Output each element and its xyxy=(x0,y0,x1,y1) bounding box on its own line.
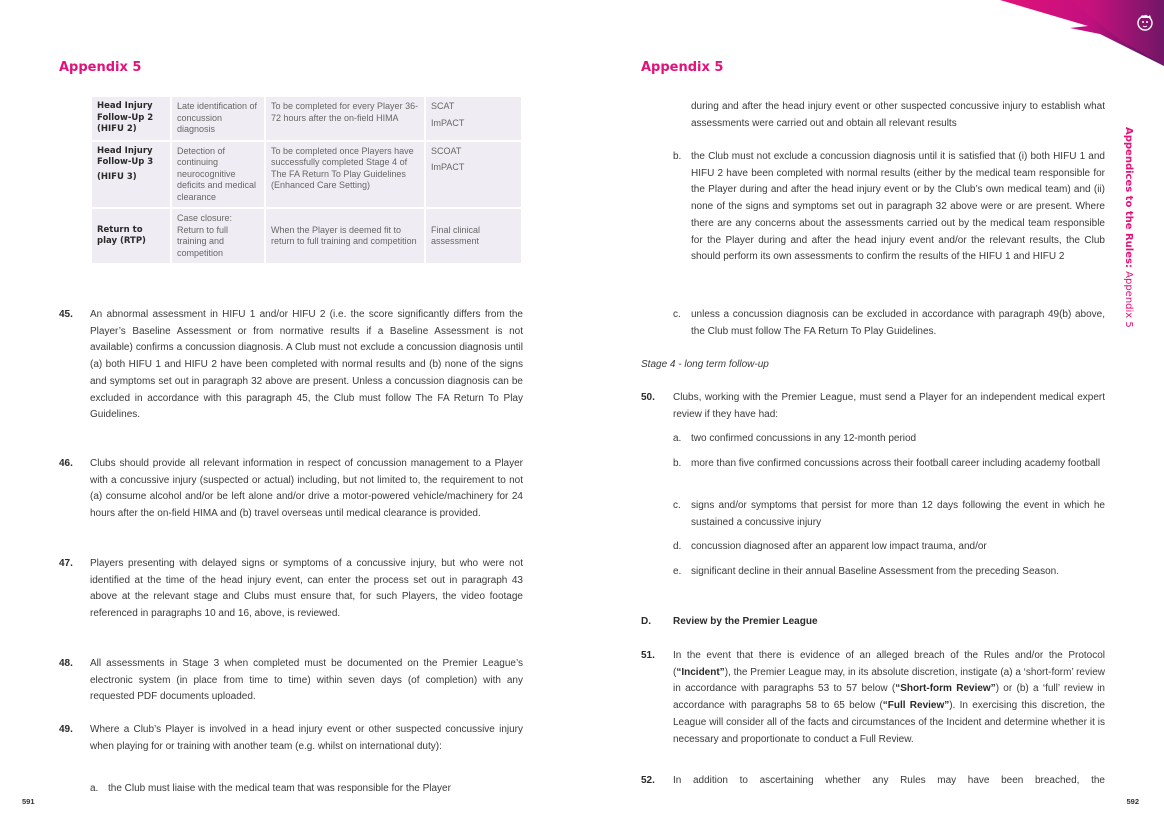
table-cell-stage: Head Injury Follow-Up 2 (HIFU 2) xyxy=(91,96,171,141)
item-letter: b. xyxy=(673,151,682,162)
page-number: 592 xyxy=(1126,797,1139,806)
hifu-table xyxy=(90,95,523,265)
table-row xyxy=(91,141,522,209)
paragraph-49-a-continued: during and after the head injury event or other suspected concussive injury to establish what assessments were carried out and obtain all relevant results xyxy=(691,101,1105,129)
paragraph-number: 48. xyxy=(59,658,73,669)
paragraph-number: 52. xyxy=(641,775,655,786)
table-cell-timing: To be completed for every Player 36-72 hours after the on-field HIMA xyxy=(265,96,425,141)
paragraph-51: In the event that there is evidence of an alleged breach of the Rules and/or the Protocol (“Incident”), the Premier League may, in its absolute discretion, instigate (a) a ‘short-form’ review in accordance with paragraphs 53 to 57 below (“Short-form Review”) or (b) a ‘full’ review in accordance with paragraphs 58 to 65 below (“Full Review”). In exercising this discretion, the League will consider all of the facts and circumstances of the Incident and determine whether it is necessary and proportionate to conduct a Full Review. xyxy=(673,650,1105,745)
paragraph-49-b: the Club must not exclude a concussion diagnosis until it is satisfied that (i) both HIFU 1 and HIFU 2 have been completed with normal results (either by the medical team responsible for the Player during and after the head injury event or by the Club’s own medical team) and (ii) none of the signs and symptoms set out in paragraph 32 above were or are present. Where there are any concerns about the assessments carried out by the medical team responsible for the Player during and after the head injury event and/or the relevant results, the Club should perform its own assessments to confirm the results of the HIFU 1 and HIFU 2 xyxy=(691,151,1105,263)
paragraph-number: 49. xyxy=(59,724,73,735)
paragraph-46: Clubs should provide all relevant information in respect of concussion management to a Player with a concussive injury (suspected or actual) including, but not limited to, the requirement to not (a) consume alcohol and/or be left alone and/or drive a motor-powered vehicle/machinery for 24 hours after the on-field HIMA and (b) travel overseas until medical clearance is provided. xyxy=(90,458,523,520)
page-number: 591 xyxy=(22,797,35,806)
paragraph-50-d: concussion diagnosed after an apparent low impact trauma, and/or xyxy=(691,541,987,552)
paragraph-50-a: two confirmed concussions in any 12-month period xyxy=(691,433,917,444)
paragraph-49: Where a Club’s Player is involved in a head injury event or other suspected concussive injury when playing for or training with another team (e.g. whilst on international duty): xyxy=(90,724,523,752)
table-cell-tools: SCAT ImPACT xyxy=(425,96,522,141)
right-page xyxy=(582,0,1164,825)
table-cell-purpose: Late identification of concussion diagnosis xyxy=(171,96,265,141)
paragraph-50-c: signs and/or symptoms that persist for more than 12 days following the event in which he sustained a concussive injury xyxy=(691,500,1105,528)
side-tab: Appendices to the Rules: Appendix 5 xyxy=(1123,127,1134,328)
item-letter: e. xyxy=(673,566,682,577)
table-cell-tools: SCOAT ImPACT xyxy=(425,141,522,209)
corner-brand-graphic xyxy=(1000,0,1164,66)
page-heading: Appendix 5 xyxy=(59,60,142,75)
item-letter: a. xyxy=(673,433,682,444)
paragraph-50-e: significant decline in their annual Baseline Assessment from the preceding Season. xyxy=(691,566,1059,577)
paragraph-47: Players presenting with delayed signs or symptoms of a concussive injury, but who were not identified at the time of the head injury event, can enter the process set out in paragraph 43 above at the relevant stage and Clubs must ensure that, for such Players, the video footage referenced in paragraphs 10 and 16, above, is reviewed. xyxy=(90,558,523,620)
paragraph-49-a: the Club must liaise with the medical team that was responsible for the Player xyxy=(108,783,451,794)
paragraph-49-c: unless a concussion diagnosis can be excluded in accordance with paragraph 49(b) above, the Club must follow The FA Return To Play Guidelines. xyxy=(691,309,1105,337)
page-heading: Appendix 5 xyxy=(641,60,724,75)
paragraph-50-b: more than five confirmed concussions across their football career including academy football xyxy=(691,458,1101,469)
item-letter: c. xyxy=(673,309,681,320)
paragraph-number: 46. xyxy=(59,458,73,469)
table-cell-purpose: Detection of continuing neurocognitive deficits and medical clearance xyxy=(171,141,265,209)
paragraph-52: In addition to ascertaining whether any Rules may have been breached, the xyxy=(673,775,1105,786)
paragraph-45: An abnormal assessment in HIFU 1 and/or HIFU 2 (i.e. the score significantly differs from the Player’s Baseline Assessment or from normative results if a Baseline Assessment is not available) confirms a concussion diagnosis. A Club must not exclude a concussion diagnosis until (a) both HIFU 1 and HIFU 2 have been completed with normal results and (b) none of the signs and symptoms set out in paragraph 32 above are present. Unless a concussion diagnosis can be excluded in accordance with this paragraph 45, the Club must follow The FA Return To Play Guidelines. xyxy=(90,309,523,421)
table-row xyxy=(91,208,522,264)
table-cell-purpose: Case closure: Return to full training and competition xyxy=(171,208,265,264)
table-cell-stage: Return to play (RTP) xyxy=(91,208,171,264)
paragraph-number: 50. xyxy=(641,392,655,403)
stage-4-heading: Stage 4 - long term follow-up xyxy=(641,359,769,370)
table-cell-stage: Head Injury Follow-Up 3 (HIFU 3) xyxy=(91,141,171,209)
paragraph-number: 45. xyxy=(59,309,73,320)
table-row xyxy=(91,96,522,141)
table-cell-timing: To be completed once Players have successfully completed Stage 4 of The FA Return To Play Guidelines (Enhanced Care Setting) xyxy=(265,141,425,209)
paragraph-number: 47. xyxy=(59,558,73,569)
paragraph-48: All assessments in Stage 3 when completed must be documented on the Premier League’s electronic system (in place from time to time) within seven days (of completion) with any requested PDF documents uploaded. xyxy=(90,658,523,703)
item-letter: b. xyxy=(673,458,682,469)
table-cell-timing: When the Player is deemed fit to return to full training and competition xyxy=(265,208,425,264)
item-letter: c. xyxy=(673,500,681,511)
section-letter: D. xyxy=(641,616,651,627)
paragraph-50: Clubs, working with the Premier League, must send a Player for an independent medical expert review if they have had: xyxy=(673,392,1105,420)
paragraph-number: 51. xyxy=(641,650,655,661)
item-letter: d. xyxy=(673,541,682,552)
section-title: Review by the Premier League xyxy=(673,616,818,627)
item-letter: a. xyxy=(90,783,99,794)
table-cell-tools: Final clinical assessment xyxy=(425,208,522,264)
